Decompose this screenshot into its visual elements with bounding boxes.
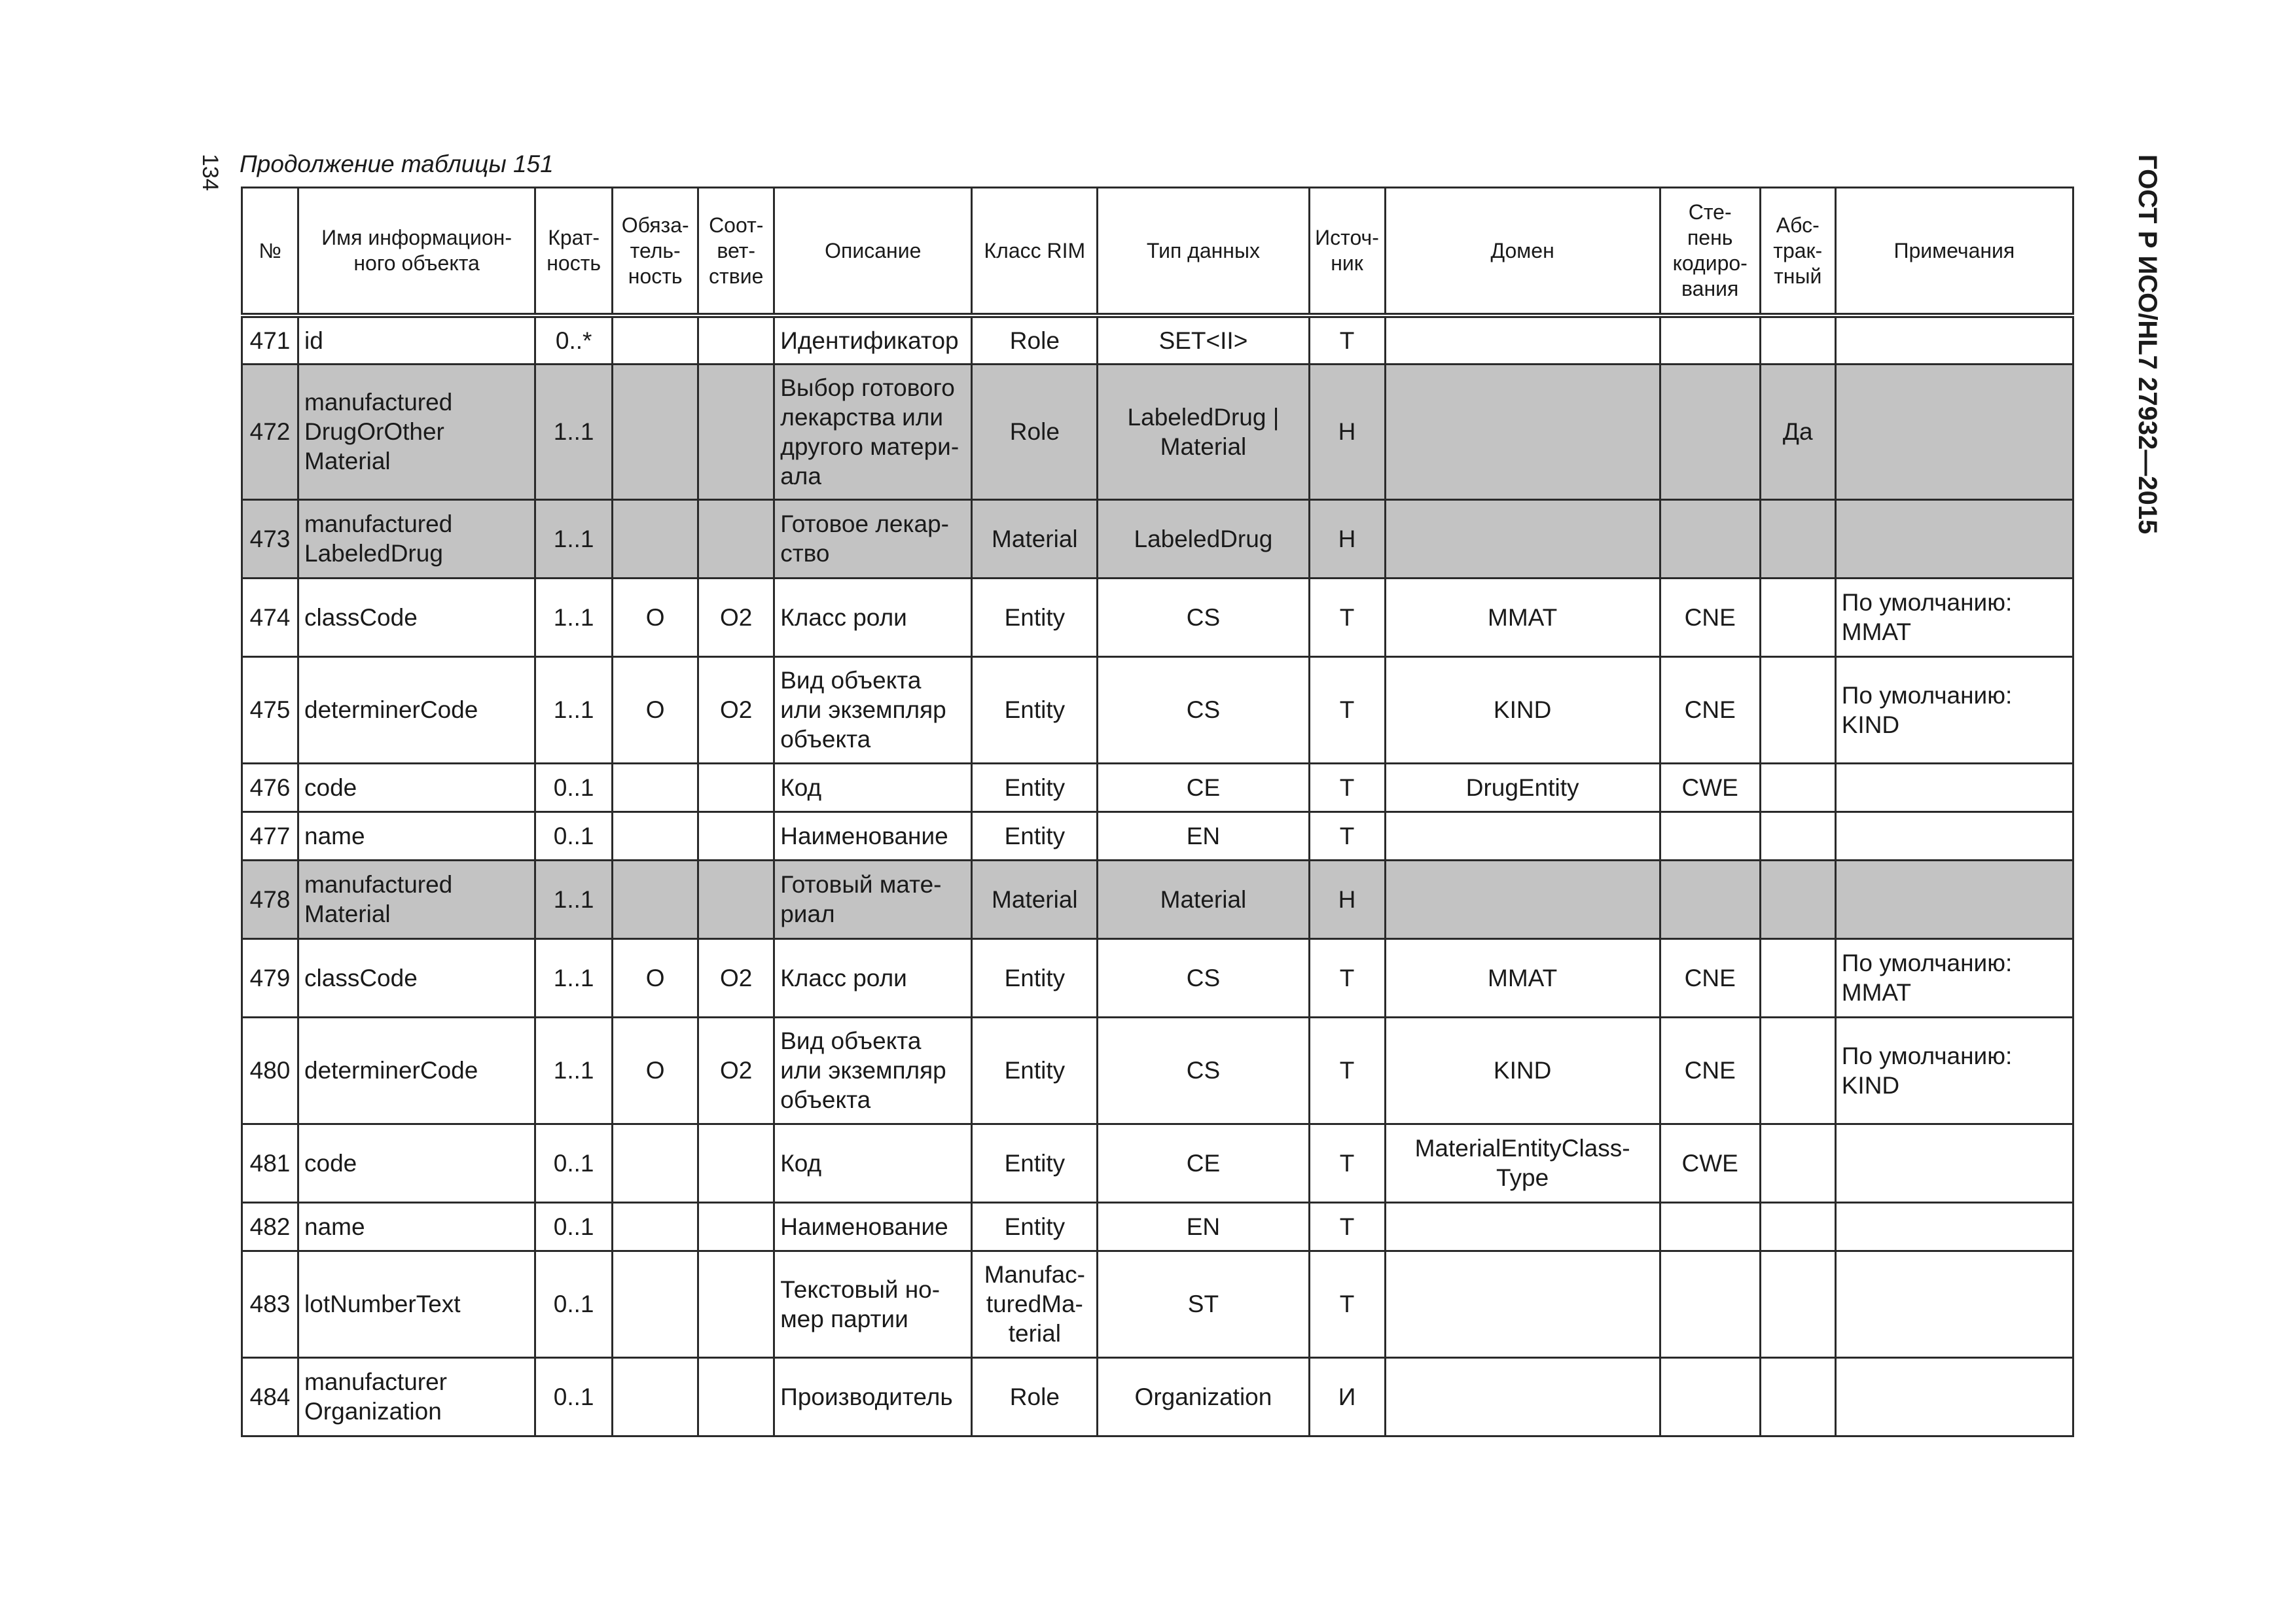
cell-coding-strength xyxy=(1660,1251,1760,1357)
cell-abstract xyxy=(1760,1202,1835,1251)
cell-multiplicity: 1..1 xyxy=(535,364,613,499)
cell-domain: KIND xyxy=(1385,656,1660,763)
cell-rim-class: Entity xyxy=(972,656,1098,763)
cell-number: 472 xyxy=(242,364,298,499)
cell-number: 476 xyxy=(242,763,298,812)
table-row xyxy=(242,1202,2073,1251)
cell-domain xyxy=(1385,1202,1660,1251)
spec-table xyxy=(241,187,2074,1437)
cell-source: T xyxy=(1309,1017,1385,1124)
cell-abstract xyxy=(1760,1357,1835,1436)
cell-description: Готовый мате- риал xyxy=(774,860,972,938)
cell-multiplicity: 0..1 xyxy=(535,1202,613,1251)
cell-conformance xyxy=(698,763,774,812)
table-row xyxy=(242,1357,2073,1436)
cell-mandatory xyxy=(613,1357,698,1436)
table-row xyxy=(242,499,2073,578)
cell-conformance: O2 xyxy=(698,938,774,1017)
cell-object-name: manufactured Material xyxy=(298,860,535,938)
cell-rim-class: Entity xyxy=(972,1017,1098,1124)
header-col-multiplicity: Крат- ность xyxy=(535,188,613,316)
cell-data-type: CS xyxy=(1098,1017,1309,1124)
cell-object-name: code xyxy=(298,763,535,812)
table-row xyxy=(242,860,2073,938)
cell-coding-strength: CWE xyxy=(1660,1124,1760,1202)
cell-description: Вид объекта или экземпляр объекта xyxy=(774,1017,972,1124)
cell-abstract xyxy=(1760,656,1835,763)
cell-conformance xyxy=(698,364,774,499)
cell-number: 475 xyxy=(242,656,298,763)
table-row xyxy=(242,364,2073,499)
cell-domain: KIND xyxy=(1385,1017,1660,1124)
cell-object-name: classCode xyxy=(298,938,535,1017)
cell-abstract xyxy=(1760,1124,1835,1202)
cell-data-type: CE xyxy=(1098,1124,1309,1202)
cell-multiplicity: 1..1 xyxy=(535,499,613,578)
cell-source: T xyxy=(1309,812,1385,860)
table-row xyxy=(242,1124,2073,1202)
header-col-object-name: Имя информацион- ного объекта xyxy=(298,188,535,316)
cell-conformance xyxy=(698,499,774,578)
cell-coding-strength xyxy=(1660,315,1760,364)
cell-rim-class: Entity xyxy=(972,763,1098,812)
header-col-data-type: Тип данных xyxy=(1098,188,1309,316)
cell-conformance xyxy=(698,1202,774,1251)
header-col-coding-strength: Сте- пень кодиро- вания xyxy=(1660,188,1760,316)
cell-data-type: Material xyxy=(1098,860,1309,938)
cell-notes xyxy=(1835,364,2073,499)
cell-notes: По умолчанию: MMAT xyxy=(1835,938,2073,1017)
cell-domain xyxy=(1385,1357,1660,1436)
cell-object-name: lotNumberText xyxy=(298,1251,535,1357)
cell-data-type: LabeledDrug | Material xyxy=(1098,364,1309,499)
cell-abstract xyxy=(1760,578,1835,656)
cell-multiplicity: 1..1 xyxy=(535,1017,613,1124)
cell-multiplicity: 0..1 xyxy=(535,763,613,812)
cell-notes: По умолчанию: MMAT xyxy=(1835,578,2073,656)
cell-rim-class: Role xyxy=(972,364,1098,499)
cell-mandatory xyxy=(613,499,698,578)
standard-title: ГОСТ Р ИСО/HL7 27932—2015 xyxy=(2133,154,2162,535)
table-row xyxy=(242,315,2073,364)
cell-domain xyxy=(1385,1251,1660,1357)
cell-object-name: manufactured LabeledDrug xyxy=(298,499,535,578)
cell-mandatory: O xyxy=(613,578,698,656)
cell-data-type: CS xyxy=(1098,938,1309,1017)
cell-data-type: EN xyxy=(1098,812,1309,860)
cell-coding-strength xyxy=(1660,499,1760,578)
cell-abstract xyxy=(1760,860,1835,938)
cell-notes xyxy=(1835,860,2073,938)
cell-number: 481 xyxy=(242,1124,298,1202)
header-col-conformance: Соот- вет- ствие xyxy=(698,188,774,316)
cell-description: Производитель xyxy=(774,1357,972,1436)
cell-source: T xyxy=(1309,763,1385,812)
cell-mandatory xyxy=(613,812,698,860)
cell-description: Наименование xyxy=(774,1202,972,1251)
cell-rim-class: Material xyxy=(972,499,1098,578)
cell-mandatory xyxy=(613,1251,698,1357)
cell-abstract xyxy=(1760,315,1835,364)
cell-object-name: name xyxy=(298,812,535,860)
cell-rim-class: Material xyxy=(972,860,1098,938)
header-col-abstract: Абс- трак- тный xyxy=(1760,188,1835,316)
cell-domain: DrugEntity xyxy=(1385,763,1660,812)
cell-data-type: SET<II> xyxy=(1098,315,1309,364)
cell-object-name: manufactured DrugOrOther Material xyxy=(298,364,535,499)
cell-coding-strength: CNE xyxy=(1660,578,1760,656)
cell-description: Код xyxy=(774,763,972,812)
header-col-notes: Примечания xyxy=(1835,188,2073,316)
cell-number: 484 xyxy=(242,1357,298,1436)
cell-description: Вид объекта или экземпляр объекта xyxy=(774,656,972,763)
cell-rim-class: Entity xyxy=(972,812,1098,860)
cell-source: T xyxy=(1309,578,1385,656)
cell-domain xyxy=(1385,315,1660,364)
table-row xyxy=(242,1251,2073,1357)
table-row xyxy=(242,812,2073,860)
cell-coding-strength: CWE xyxy=(1660,763,1760,812)
cell-description: Готовое лекар- ство xyxy=(774,499,972,578)
cell-description: Наименование xyxy=(774,812,972,860)
cell-source: H xyxy=(1309,860,1385,938)
cell-rim-class: Role xyxy=(972,315,1098,364)
cell-abstract xyxy=(1760,1017,1835,1124)
table-row xyxy=(242,656,2073,763)
cell-multiplicity: 0..* xyxy=(535,315,613,364)
cell-rim-class: Manufac- turedMa- terial xyxy=(972,1251,1098,1357)
cell-multiplicity: 1..1 xyxy=(535,656,613,763)
cell-mandatory xyxy=(613,315,698,364)
cell-notes: По умолчанию: KIND xyxy=(1835,656,2073,763)
cell-rim-class: Entity xyxy=(972,1202,1098,1251)
cell-abstract xyxy=(1760,812,1835,860)
table-header xyxy=(242,188,2073,316)
cell-description: Класс роли xyxy=(774,938,972,1017)
cell-conformance: O2 xyxy=(698,656,774,763)
cell-abstract xyxy=(1760,1251,1835,1357)
cell-description: Идентификатор xyxy=(774,315,972,364)
cell-rim-class: Entity xyxy=(972,578,1098,656)
cell-coding-strength xyxy=(1660,812,1760,860)
cell-notes xyxy=(1835,1124,2073,1202)
cell-object-name: classCode xyxy=(298,578,535,656)
cell-multiplicity: 1..1 xyxy=(535,578,613,656)
cell-mandatory: O xyxy=(613,1017,698,1124)
cell-multiplicity: 0..1 xyxy=(535,812,613,860)
cell-domain xyxy=(1385,499,1660,578)
cell-coding-strength xyxy=(1660,860,1760,938)
cell-rim-class: Entity xyxy=(972,1124,1098,1202)
cell-coding-strength: CNE xyxy=(1660,1017,1760,1124)
cell-source: T xyxy=(1309,1124,1385,1202)
cell-mandatory xyxy=(613,763,698,812)
header-col-mandatory: Обяза- тель- ность xyxy=(613,188,698,316)
cell-abstract: Да xyxy=(1760,364,1835,499)
cell-source: T xyxy=(1309,315,1385,364)
cell-source: И xyxy=(1309,1357,1385,1436)
cell-notes xyxy=(1835,812,2073,860)
cell-mandatory: O xyxy=(613,656,698,763)
header-col-domain: Домен xyxy=(1385,188,1660,316)
cell-mandatory xyxy=(613,1124,698,1202)
cell-coding-strength: CNE xyxy=(1660,656,1760,763)
header-row xyxy=(242,188,2073,316)
table-row xyxy=(242,1017,2073,1124)
cell-number: 477 xyxy=(242,812,298,860)
cell-rim-class: Role xyxy=(972,1357,1098,1436)
page-number: 134 xyxy=(198,154,223,191)
cell-number: 471 xyxy=(242,315,298,364)
cell-data-type: CE xyxy=(1098,763,1309,812)
cell-data-type: Organization xyxy=(1098,1357,1309,1436)
cell-rim-class: Entity xyxy=(972,938,1098,1017)
cell-data-type: LabeledDrug xyxy=(1098,499,1309,578)
cell-conformance xyxy=(698,812,774,860)
cell-notes: По умолчанию: KIND xyxy=(1835,1017,2073,1124)
cell-source: H xyxy=(1309,499,1385,578)
cell-data-type: ST xyxy=(1098,1251,1309,1357)
cell-conformance xyxy=(698,860,774,938)
cell-source: H xyxy=(1309,364,1385,499)
cell-domain: MMAT xyxy=(1385,938,1660,1017)
cell-data-type: EN xyxy=(1098,1202,1309,1251)
cell-description: Класс роли xyxy=(774,578,972,656)
cell-multiplicity: 1..1 xyxy=(535,860,613,938)
table-body xyxy=(242,315,2073,1436)
cell-conformance: O2 xyxy=(698,578,774,656)
cell-abstract xyxy=(1760,938,1835,1017)
header-col-source: Источ- ник xyxy=(1309,188,1385,316)
cell-coding-strength: CNE xyxy=(1660,938,1760,1017)
cell-notes xyxy=(1835,763,2073,812)
cell-conformance xyxy=(698,1124,774,1202)
cell-multiplicity: 1..1 xyxy=(535,938,613,1017)
cell-coding-strength xyxy=(1660,1202,1760,1251)
cell-domain xyxy=(1385,812,1660,860)
cell-domain: MMAT xyxy=(1385,578,1660,656)
cell-object-name: determinerCode xyxy=(298,656,535,763)
cell-domain: MaterialEntityClass- Type xyxy=(1385,1124,1660,1202)
cell-source: T xyxy=(1309,656,1385,763)
cell-data-type: CS xyxy=(1098,656,1309,763)
cell-description: Код xyxy=(774,1124,972,1202)
table-row xyxy=(242,938,2073,1017)
header-col-description: Описание xyxy=(774,188,972,316)
cell-object-name: name xyxy=(298,1202,535,1251)
cell-coding-strength xyxy=(1660,364,1760,499)
cell-mandatory xyxy=(613,860,698,938)
cell-number: 482 xyxy=(242,1202,298,1251)
cell-mandatory xyxy=(613,1202,698,1251)
cell-object-name: id xyxy=(298,315,535,364)
cell-notes xyxy=(1835,499,2073,578)
cell-number: 478 xyxy=(242,860,298,938)
table-continuation-caption: Продолжение таблицы 151 xyxy=(240,151,554,177)
cell-number: 474 xyxy=(242,578,298,656)
cell-conformance xyxy=(698,315,774,364)
cell-conformance xyxy=(698,1357,774,1436)
header-col-number: № xyxy=(242,188,298,316)
cell-abstract xyxy=(1760,763,1835,812)
cell-domain xyxy=(1385,860,1660,938)
cell-number: 479 xyxy=(242,938,298,1017)
table-row xyxy=(242,763,2073,812)
cell-object-name: code xyxy=(298,1124,535,1202)
cell-number: 483 xyxy=(242,1251,298,1357)
cell-multiplicity: 0..1 xyxy=(535,1124,613,1202)
cell-object-name: manufacturer Organization xyxy=(298,1357,535,1436)
cell-domain xyxy=(1385,364,1660,499)
cell-mandatory xyxy=(613,364,698,499)
cell-mandatory: O xyxy=(613,938,698,1017)
cell-source: T xyxy=(1309,938,1385,1017)
cell-conformance: O2 xyxy=(698,1017,774,1124)
cell-number: 473 xyxy=(242,499,298,578)
cell-multiplicity: 0..1 xyxy=(535,1251,613,1357)
cell-object-name: determinerCode xyxy=(298,1017,535,1124)
cell-coding-strength xyxy=(1660,1357,1760,1436)
cell-description: Текстовый но- мер партии xyxy=(774,1251,972,1357)
cell-source: T xyxy=(1309,1202,1385,1251)
cell-number: 480 xyxy=(242,1017,298,1124)
cell-notes xyxy=(1835,1202,2073,1251)
cell-conformance xyxy=(698,1251,774,1357)
cell-abstract xyxy=(1760,499,1835,578)
table-row xyxy=(242,578,2073,656)
header-col-rim-class: Класс RIM xyxy=(972,188,1098,316)
cell-source: T xyxy=(1309,1251,1385,1357)
cell-multiplicity: 0..1 xyxy=(535,1357,613,1436)
cell-notes xyxy=(1835,315,2073,364)
cell-description: Выбор готового лекарства или другого матери- ала xyxy=(774,364,972,499)
cell-notes xyxy=(1835,1357,2073,1436)
cell-data-type: CS xyxy=(1098,578,1309,656)
cell-notes xyxy=(1835,1251,2073,1357)
